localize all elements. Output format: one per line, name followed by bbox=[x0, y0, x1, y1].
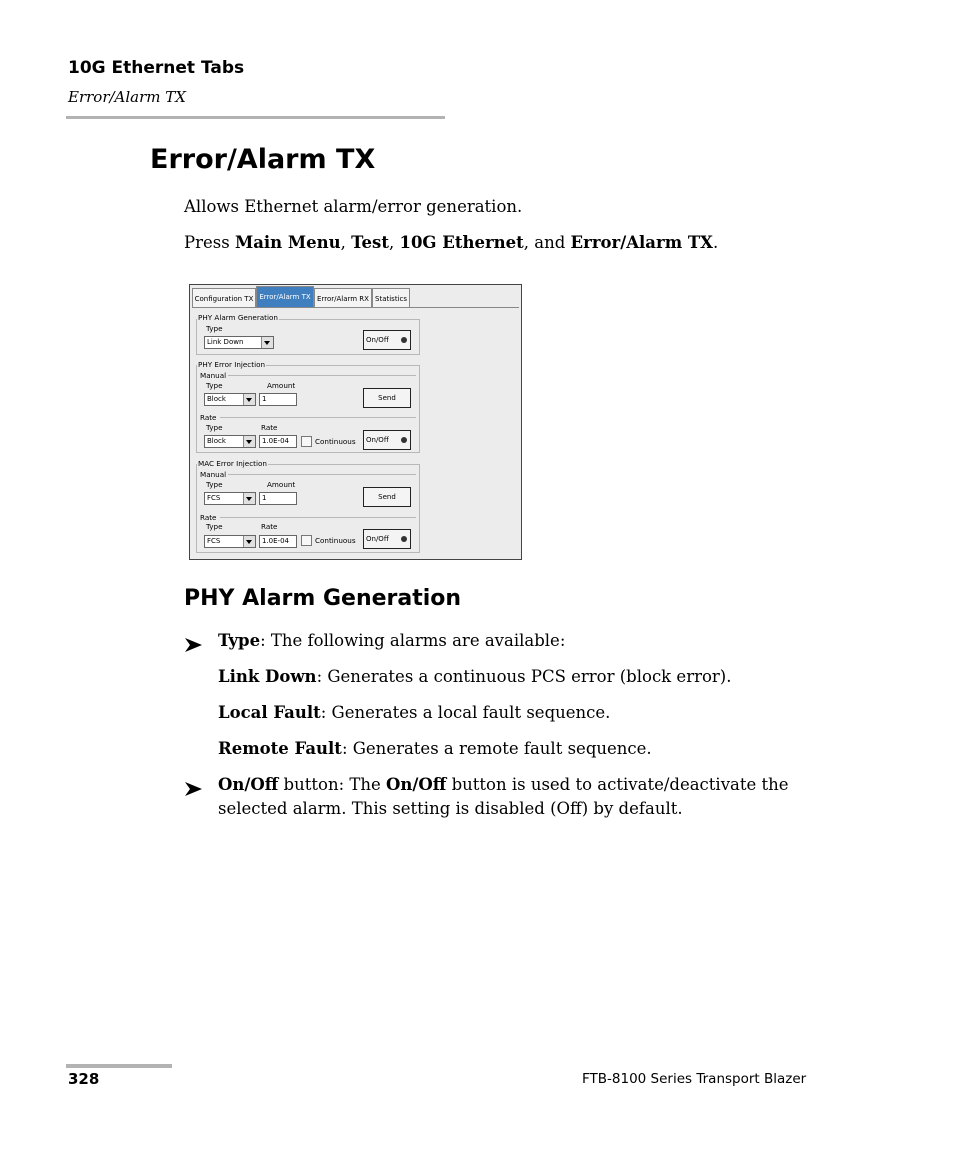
mac-send-button[interactable]: Send bbox=[363, 487, 411, 507]
press-item-10g-ethernet: 10G Ethernet bbox=[399, 233, 524, 252]
mac-manual-label: Manual bbox=[200, 470, 227, 479]
mac-rate-input[interactable]: 1.0E-04 bbox=[259, 535, 297, 548]
press-prefix: Press bbox=[184, 233, 235, 252]
phy-alarm-type-value: Link Down bbox=[207, 338, 244, 346]
phy-rate-onoff-button[interactable] bbox=[363, 430, 411, 450]
divider bbox=[220, 417, 416, 418]
chevron-down-icon bbox=[261, 337, 273, 348]
press-item-main-menu: Main Menu bbox=[234, 233, 341, 252]
phy-manual-type-select[interactable] bbox=[204, 393, 256, 406]
section-heading: PHY Alarm Generation bbox=[184, 586, 462, 611]
bullet-onoff-text: button is used to activate/deactivate the bbox=[446, 775, 789, 794]
phy-manual-amount-label: Amount bbox=[267, 381, 296, 390]
bullet-arrow-icon bbox=[185, 781, 202, 800]
page-title: Error/Alarm TX bbox=[150, 144, 376, 175]
mac-continuous-checkbox[interactable] bbox=[301, 535, 312, 546]
press-sep: , bbox=[388, 233, 400, 252]
phy-error-injection-label: PHY Error Injection bbox=[198, 360, 266, 369]
footer-rule bbox=[66, 1064, 172, 1068]
running-header-title: 10G Ethernet Tabs bbox=[68, 58, 245, 78]
divider bbox=[220, 517, 416, 518]
phy-rate-type-select[interactable] bbox=[204, 435, 256, 448]
alarm-item-text: : Generates a continuous PCS error (block error). bbox=[316, 667, 732, 686]
mac-continuous-label: Continuous bbox=[315, 536, 356, 545]
navigation-instruction bbox=[184, 233, 718, 252]
chevron-down-icon bbox=[243, 493, 255, 504]
alarm-item-text: : Generates a local fault sequence. bbox=[320, 703, 611, 722]
phy-alarm-onoff-button[interactable] bbox=[363, 330, 411, 350]
phy-alarm-type-select[interactable] bbox=[204, 336, 274, 349]
alarm-item-remote-fault bbox=[218, 739, 652, 758]
alarm-item-term: Link Down bbox=[218, 667, 317, 686]
running-header-subtitle: Error/Alarm TX bbox=[68, 88, 186, 106]
mac-manual-type-value: FCS bbox=[207, 494, 221, 502]
page-number: 328 bbox=[68, 1070, 100, 1088]
onoff-label: On/Off bbox=[366, 336, 389, 344]
bullet-type-term: Type bbox=[218, 631, 261, 650]
press-sep: , and bbox=[523, 233, 571, 252]
tab-statistics[interactable]: Statistics bbox=[372, 288, 410, 308]
phy-rate-type-value: Block bbox=[207, 437, 226, 445]
mac-manual-amount-input[interactable]: 1 bbox=[259, 492, 297, 505]
product-name: FTB-8100 Series Transport Blazer bbox=[582, 1071, 807, 1087]
mac-rate-type-select[interactable] bbox=[204, 535, 256, 548]
mac-manual-type-select[interactable] bbox=[204, 492, 256, 505]
bullet-onoff-line2: selected alarm. This setting is disabled (Off) by default. bbox=[218, 799, 683, 818]
divider bbox=[228, 474, 416, 475]
mac-rate-type-label: Type bbox=[206, 522, 223, 531]
bullet-arrow-icon bbox=[185, 637, 202, 656]
mac-manual-type-label: Type bbox=[206, 480, 223, 489]
bullet-onoff-term: On/Off bbox=[386, 775, 447, 794]
press-item-error-alarm-tx: Error/Alarm TX bbox=[570, 233, 713, 252]
bullet-onoff-text: button: The bbox=[278, 775, 387, 794]
mac-error-injection-label: MAC Error Injection bbox=[198, 459, 267, 468]
press-sep: , bbox=[340, 233, 352, 252]
led-indicator-icon bbox=[401, 437, 407, 443]
mac-rate-label: Rate bbox=[261, 522, 278, 531]
phy-manual-label: Manual bbox=[200, 371, 227, 380]
bullet-onoff bbox=[218, 775, 789, 794]
bullet-onoff-term: On/Off bbox=[218, 775, 279, 794]
phy-rate-group-label: Rate bbox=[200, 413, 217, 422]
phy-rate-input[interactable]: 1.0E-04 bbox=[259, 435, 297, 448]
onoff-label: On/Off bbox=[366, 436, 389, 444]
alarm-item-link-down bbox=[218, 667, 731, 686]
alarm-item-term: Remote Fault bbox=[218, 739, 342, 758]
intro-paragraph: Allows Ethernet alarm/error generation. bbox=[184, 197, 523, 216]
alarm-item-local-fault bbox=[218, 703, 610, 722]
phy-alarm-type-label: Type bbox=[206, 324, 223, 333]
alarm-item-term: Local Fault bbox=[218, 703, 321, 722]
divider bbox=[228, 375, 416, 376]
bullet-type bbox=[218, 631, 565, 650]
tab-error-alarm-rx[interactable]: Error/Alarm RX bbox=[314, 288, 372, 308]
phy-manual-type-label: Type bbox=[206, 381, 223, 390]
mac-rate-type-value: FCS bbox=[207, 537, 221, 545]
phy-continuous-checkbox[interactable] bbox=[301, 436, 312, 447]
mac-rate-onoff-button[interactable] bbox=[363, 529, 411, 549]
mac-manual-amount-label: Amount bbox=[267, 480, 296, 489]
phy-continuous-label: Continuous bbox=[315, 437, 356, 446]
tab-configuration-tx[interactable]: Configuration TX bbox=[192, 288, 256, 308]
chevron-down-icon bbox=[243, 394, 255, 405]
tab-error-alarm-tx[interactable]: Error/Alarm TX bbox=[256, 286, 314, 308]
phy-rate-label: Rate bbox=[261, 423, 278, 432]
mac-rate-group-label: Rate bbox=[200, 513, 217, 522]
led-indicator-icon bbox=[401, 536, 407, 542]
phy-alarm-generation-label: PHY Alarm Generation bbox=[198, 313, 278, 322]
bullet-type-text: : The following alarms are available: bbox=[260, 631, 566, 650]
phy-manual-amount-input[interactable]: 1 bbox=[259, 393, 297, 406]
led-indicator-icon bbox=[401, 337, 407, 343]
onoff-label: On/Off bbox=[366, 535, 389, 543]
phy-send-button[interactable]: Send bbox=[363, 388, 411, 408]
press-item-test: Test bbox=[351, 233, 389, 252]
alarm-item-text: : Generates a remote fault sequence. bbox=[341, 739, 652, 758]
phy-manual-type-value: Block bbox=[207, 395, 226, 403]
phy-rate-type-label: Type bbox=[206, 423, 223, 432]
chevron-down-icon bbox=[243, 536, 255, 547]
error-alarm-tx-screenshot bbox=[189, 284, 522, 560]
press-end: . bbox=[712, 233, 719, 252]
chevron-down-icon bbox=[243, 436, 255, 447]
header-rule bbox=[66, 116, 445, 119]
